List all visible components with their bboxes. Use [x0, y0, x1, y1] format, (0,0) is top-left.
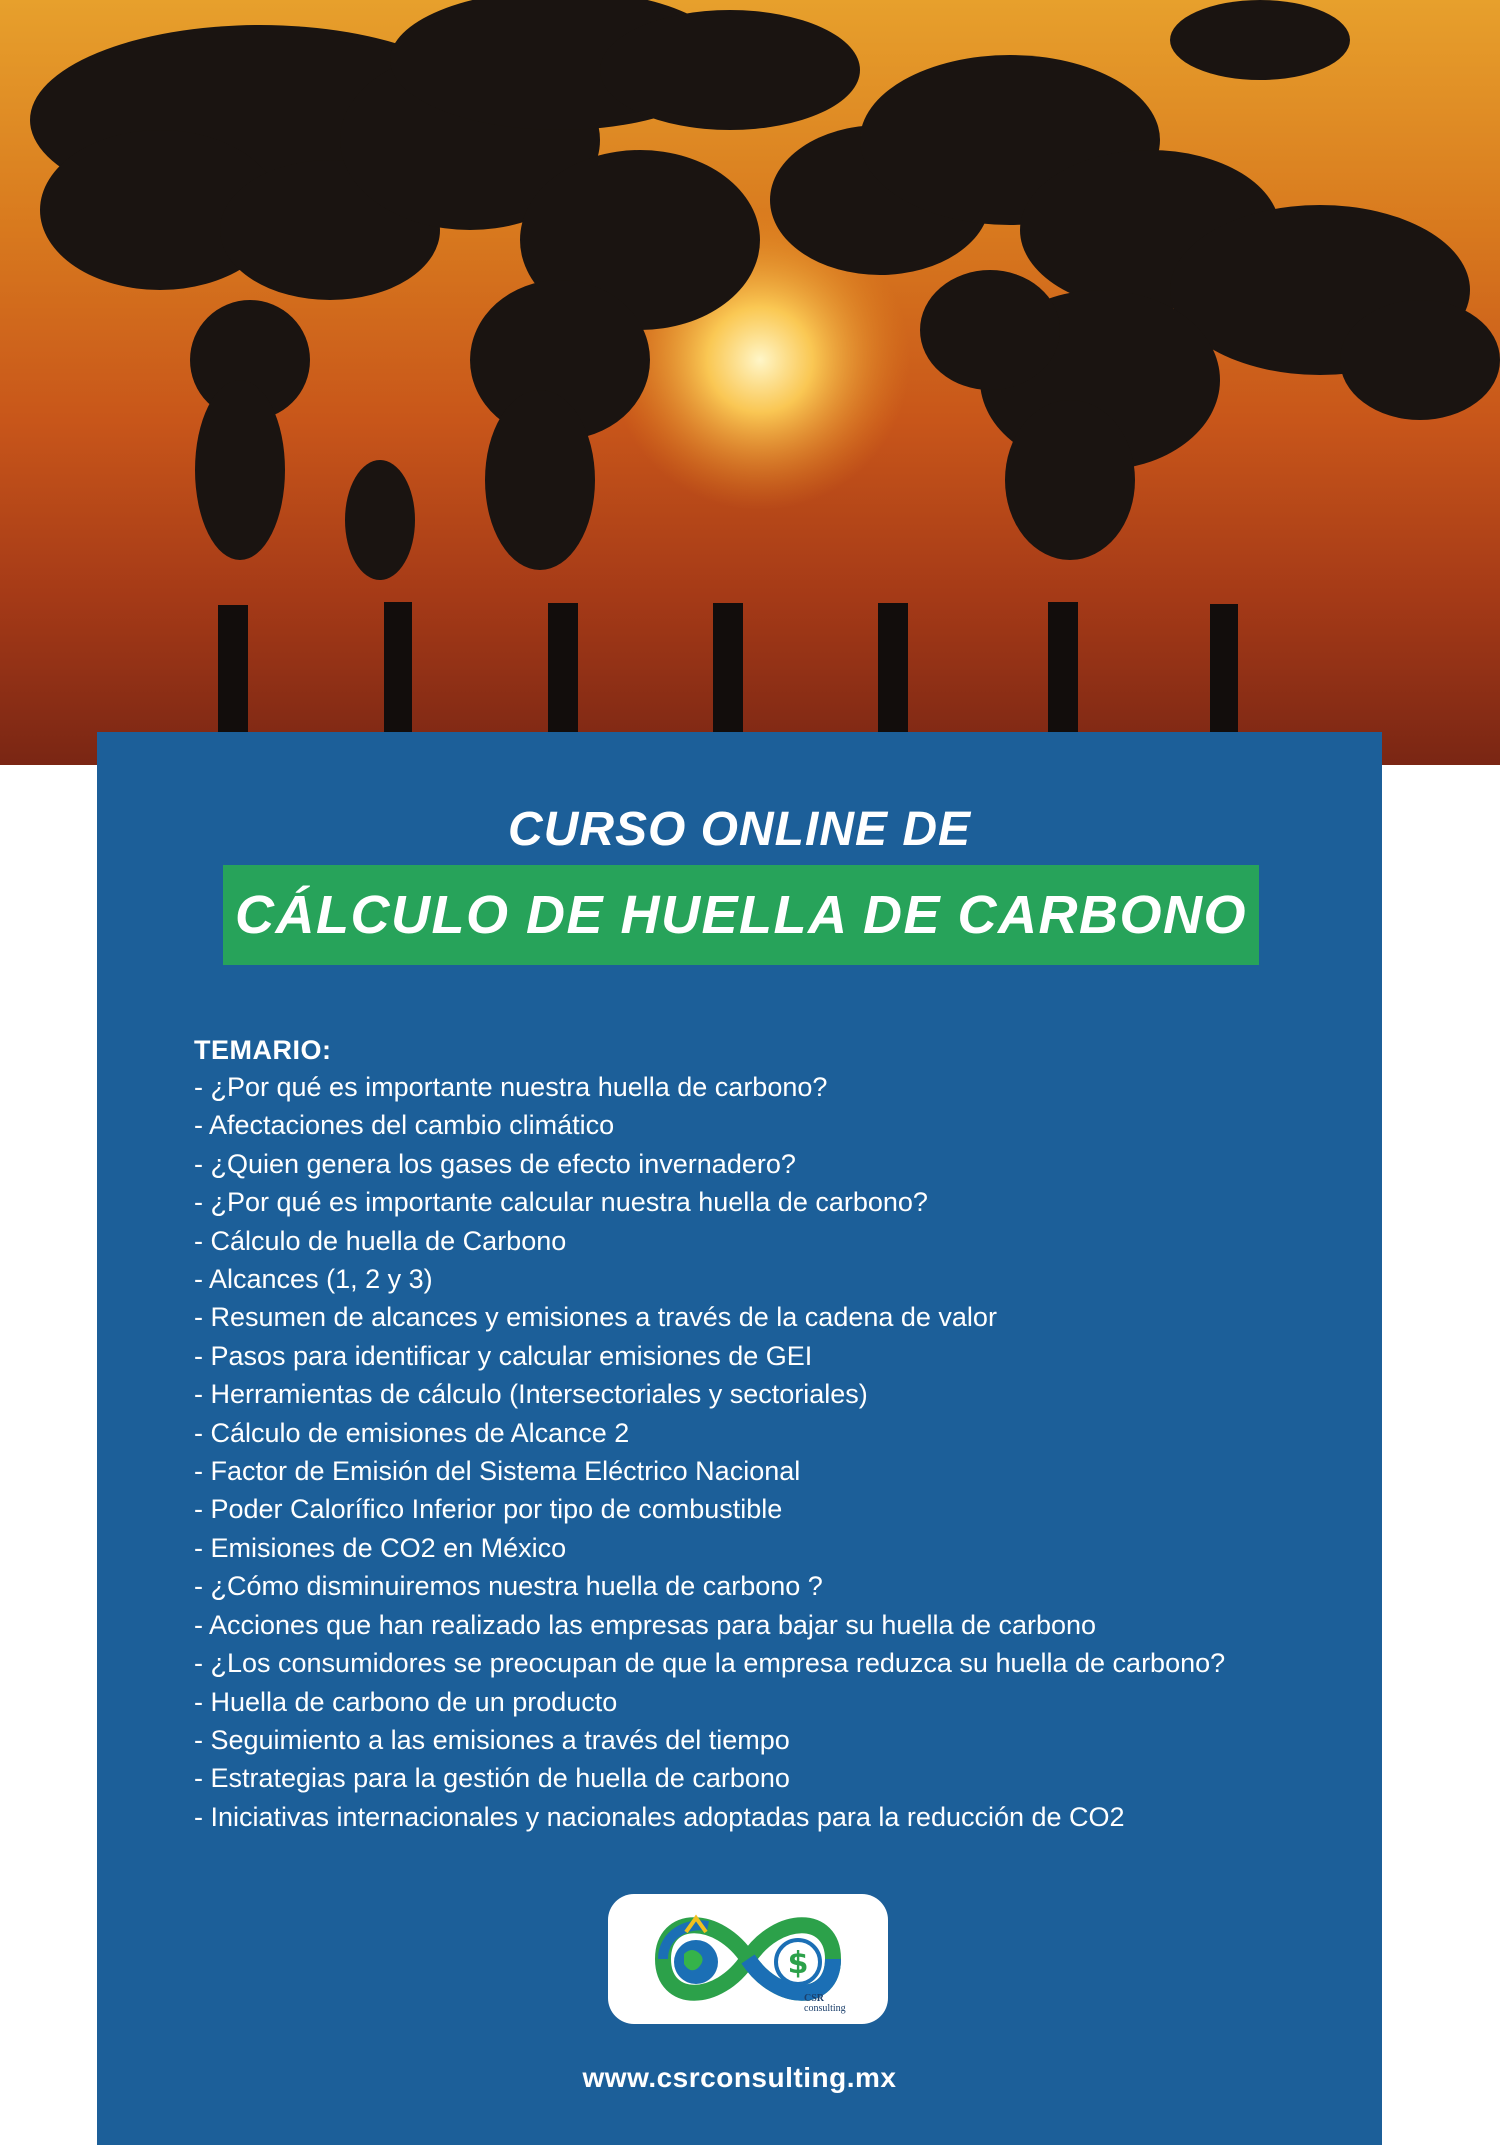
title-banner: [223, 865, 1259, 965]
list-item: - Emisiones de CO2 en México: [194, 1529, 1225, 1567]
smokestacks-illustration: [0, 0, 1500, 765]
list-item: - ¿Cómo disminuiremos nuestra huella de carbono ?: [194, 1567, 1225, 1605]
list-item: - Iniciativas internacionales y nacionales adoptadas para la reducción de CO2: [194, 1798, 1225, 1836]
list-item: - Cálculo de emisiones de Alcance 2: [194, 1414, 1225, 1452]
course-panel: [97, 732, 1382, 2145]
syllabus: [194, 1032, 1225, 1836]
list-item: - Factor de Emisión del Sistema Eléctrico Nacional: [194, 1452, 1225, 1490]
hero-photo: [0, 0, 1500, 765]
list-item: - Huella de carbono de un producto: [194, 1683, 1225, 1721]
list-item: - Pasos para identificar y calcular emisiones de GEI: [194, 1337, 1225, 1375]
list-item: - Poder Calorífico Inferior por tipo de combustible: [194, 1490, 1225, 1528]
svg-text:$: $: [787, 1946, 809, 1981]
list-item: - Herramientas de cálculo (Intersectoriales y sectoriales): [194, 1375, 1225, 1413]
syllabus-heading: TEMARIO:: [194, 1035, 332, 1065]
list-item: - ¿Por qué es importante calcular nuestra huella de carbono?: [194, 1183, 1225, 1221]
list-item: - Alcances (1, 2 y 3): [194, 1260, 1225, 1298]
logo-card: [608, 1894, 888, 2024]
list-item: - Cálculo de huella de Carbono: [194, 1222, 1225, 1260]
list-item: - ¿Por qué es importante nuestra huella de carbono?: [194, 1068, 1225, 1106]
course-label: CURSO ONLINE DE: [507, 803, 972, 856]
list-item: - Acciones que han realizado las empresas para bajar su huella de carbono: [194, 1606, 1225, 1644]
list-item: - Seguimiento a las emisiones a través del tiempo: [194, 1721, 1225, 1759]
website-link[interactable]: www.csrconsulting.mx: [582, 2062, 897, 2093]
syllabus-list: [194, 1068, 1225, 1836]
logo-wordmark: CSR consulting: [804, 1993, 846, 2014]
list-item: - ¿Los consumidores se preocupan de que la empresa reduzca su huella de carbono?: [194, 1644, 1225, 1682]
list-item: - Estrategias para la gestión de huella de carbono: [194, 1759, 1225, 1797]
course-title: CÁLCULO DE HUELLA DE CARBONO: [235, 885, 1247, 945]
list-item: - Afectaciones del cambio climático: [194, 1106, 1225, 1144]
csr-logo-icon: [608, 1894, 888, 2024]
list-item: - ¿Quien genera los gases de efecto invernadero?: [194, 1145, 1225, 1183]
list-item: - Resumen de alcances y emisiones a través de la cadena de valor: [194, 1298, 1225, 1336]
